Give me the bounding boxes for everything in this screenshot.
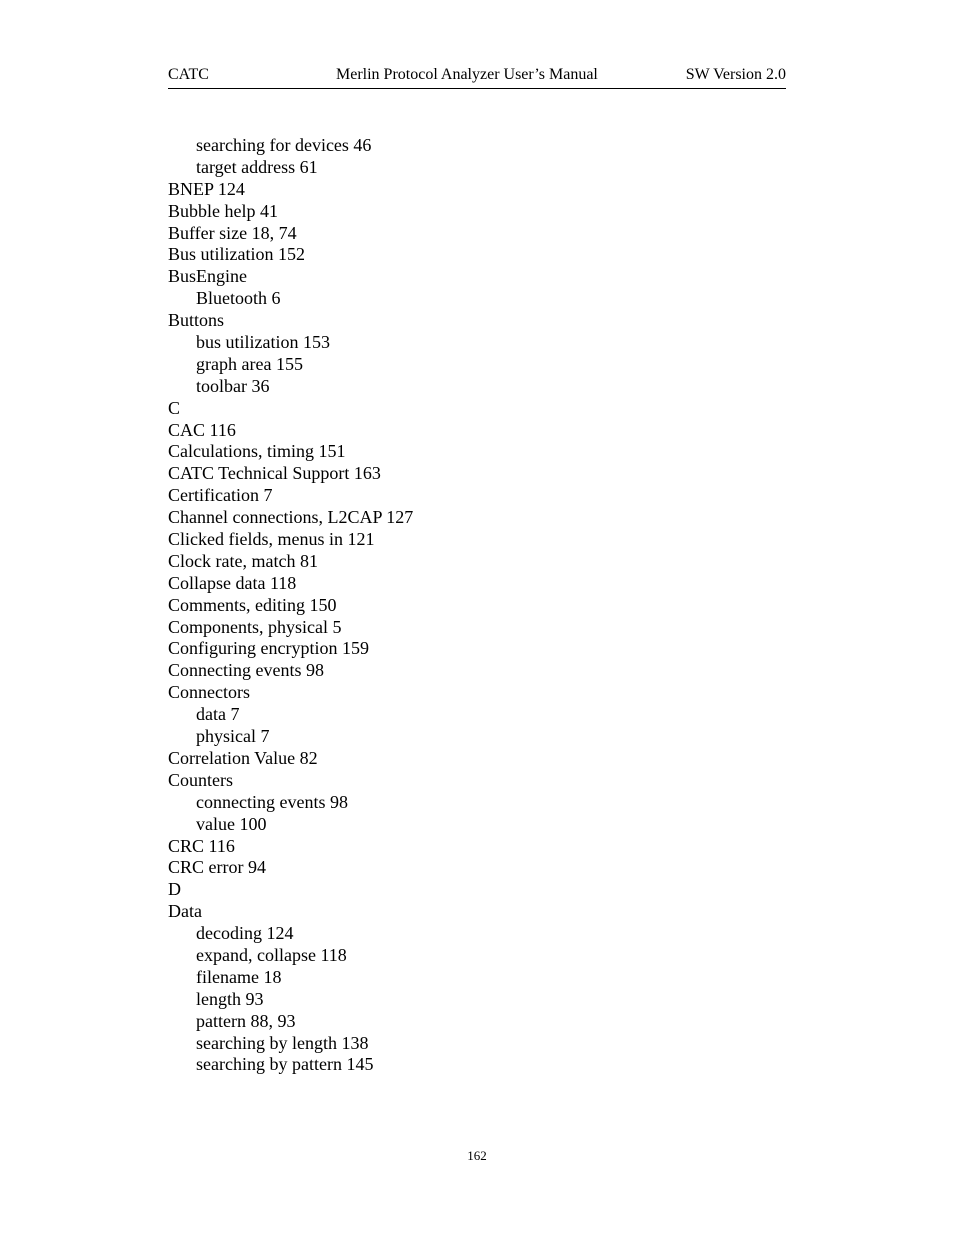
index-subentry: value 100 [196,813,267,834]
index-entry: Channel connections, L2CAP 127 [168,507,414,528]
index-entry: Bubble help 41 [168,200,278,221]
index-subentry: pattern 88, 93 [196,1010,296,1031]
index-entry: Calculations, timing 151 [168,441,346,462]
index-subentry: target address 61 [196,156,318,177]
index-entry: Correlation Value 82 [168,747,318,768]
index-entry: CRC 116 [168,835,235,856]
index-entry: Connecting events 98 [168,660,324,681]
index-subentry: decoding 124 [196,923,294,944]
index-list [168,135,413,1076]
header-company: CATC [168,66,209,83]
index-entry: Configuring encryption 159 [168,638,369,659]
page-header [168,64,786,89]
index-entry: Counters [168,769,233,790]
index-entry: D [168,879,181,900]
index-entry: CAC 116 [168,419,236,440]
index-entry: Data [168,901,202,922]
index-entry: Comments, editing 150 [168,594,337,615]
index-subentry: bus utilization 153 [196,332,330,353]
index-entry: Collapse data 118 [168,572,297,593]
index-entry: Bus utilization 152 [168,244,305,265]
page-number: 162 [467,1148,487,1163]
header-manual-title: Merlin Protocol Analyzer User’s Manual [336,66,598,83]
index-subentry: data 7 [196,704,240,725]
index-entry: Clock rate, match 81 [168,550,318,571]
index-entry: Buffer size 18, 74 [168,222,297,243]
index-entry: Clicked fields, menus in 121 [168,529,375,550]
index-entry: BusEngine [168,266,247,287]
header-version: SW Version 2.0 [685,66,786,83]
index-entry: Buttons [168,310,225,331]
index-entry: Connectors [168,682,250,703]
index-subentry: Bluetooth 6 [196,288,281,309]
index-entry: Certification 7 [168,485,273,506]
index-subentry: searching by pattern 145 [196,1054,374,1075]
index-subentry: length 93 [196,988,264,1009]
index-subentry: expand, collapse 118 [196,944,347,965]
index-entry: BNEP 124 [168,178,245,199]
index-subentry: filename 18 [196,966,282,987]
index-entry: Components, physical 5 [168,616,342,637]
index-entry: CRC error 94 [168,857,266,878]
index-subentry: graph area 155 [196,353,303,374]
index-entry: CATC Technical Support 163 [168,463,381,484]
index-entry: C [168,397,181,418]
index-subentry: toolbar 36 [196,375,270,396]
index-subentry: searching for devices 46 [196,135,372,155]
index-subentry: physical 7 [196,726,270,747]
index-subentry: searching by length 138 [196,1032,369,1053]
index-subentry: connecting events 98 [196,791,348,812]
